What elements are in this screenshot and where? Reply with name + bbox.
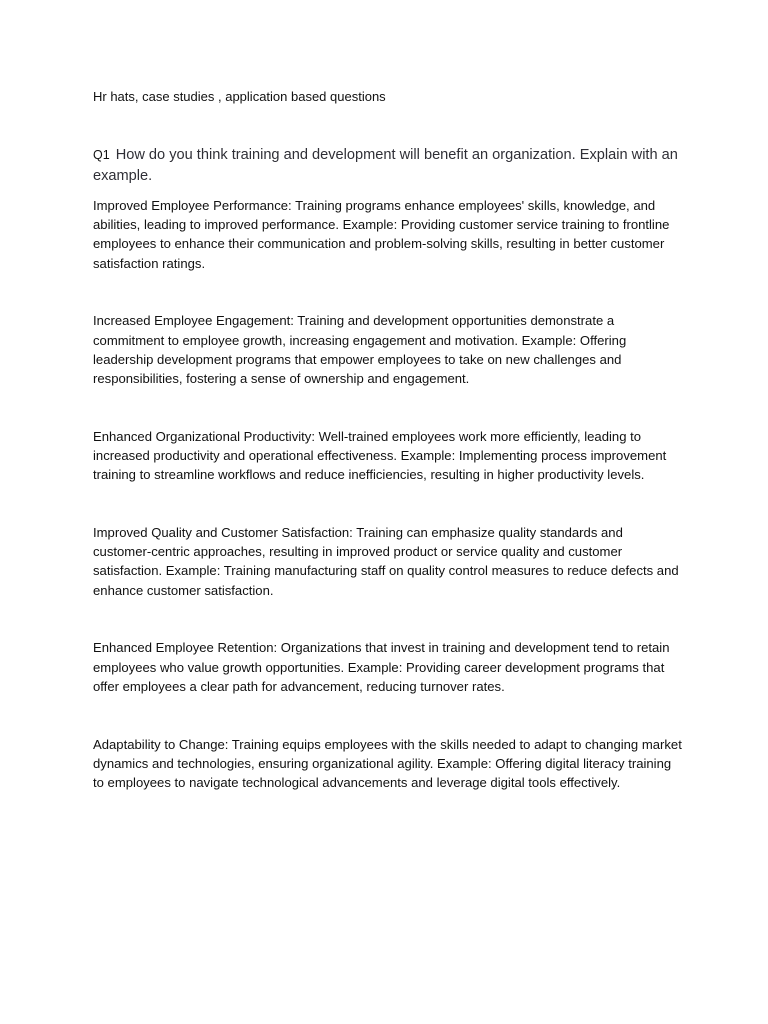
answer-paragraph: Improved Quality and Customer Satisfaction: Training can emphasize quality standards and customer-centric approaches, resulting in improved product or service quality and customer satisfaction. Example: Training manufacturing staff on quality control measures to reduce defects and enhance customer satisfaction. xyxy=(93,525,679,598)
question-text: How do you think training and development will benefit an organization. Explain with an example. xyxy=(93,147,678,184)
answer-paragraph: Improved Employee Performance: Training programs enhance employees' skills, knowledge, and abilities, leading to improved performance. Example: Providing customer service training to frontline employees to enhance their communication and problem-solving skills, resulting in better customer satisfaction ratings. xyxy=(93,198,670,271)
answer-paragraph: Enhanced Employee Retention: Organizations that invest in training and development tend to retain employees who value growth opportunities. Example: Providing career development programs that offer employees a clear path for advancement, reducing turnover rates. xyxy=(93,640,670,694)
question-number: Q1 xyxy=(93,148,110,162)
answer-list xyxy=(93,196,683,831)
document-header: Hr hats, case studies , application based questions xyxy=(93,89,386,104)
answer-paragraph: Enhanced Organizational Productivity: Well-trained employees work more efficiently, leading to increased productivity and operational effectiveness. Example: Implementing process improvement training to streamline workflows and reduce inefficiencies, resulting in higher productivity levels. xyxy=(93,428,667,483)
answer-paragraph: Adaptability to Change: Training equips employees with the skills needed to adapt to changing market dynamics and technologies, ensuring organizational agility. Example: Offering digital literacy training to employees to navigate technological advancements and leverage digital tools effectively. xyxy=(93,736,682,791)
answer-paragraph: Increased Employee Engagement: Training and development opportunities demonstrate a commitment to employee growth, increasing engagement and motivation. Example: Offering leadership development programs that empower employees to take on new challenges and responsibilities, fostering a sense of ownership and engagement. xyxy=(93,313,627,387)
question-heading xyxy=(93,145,683,187)
